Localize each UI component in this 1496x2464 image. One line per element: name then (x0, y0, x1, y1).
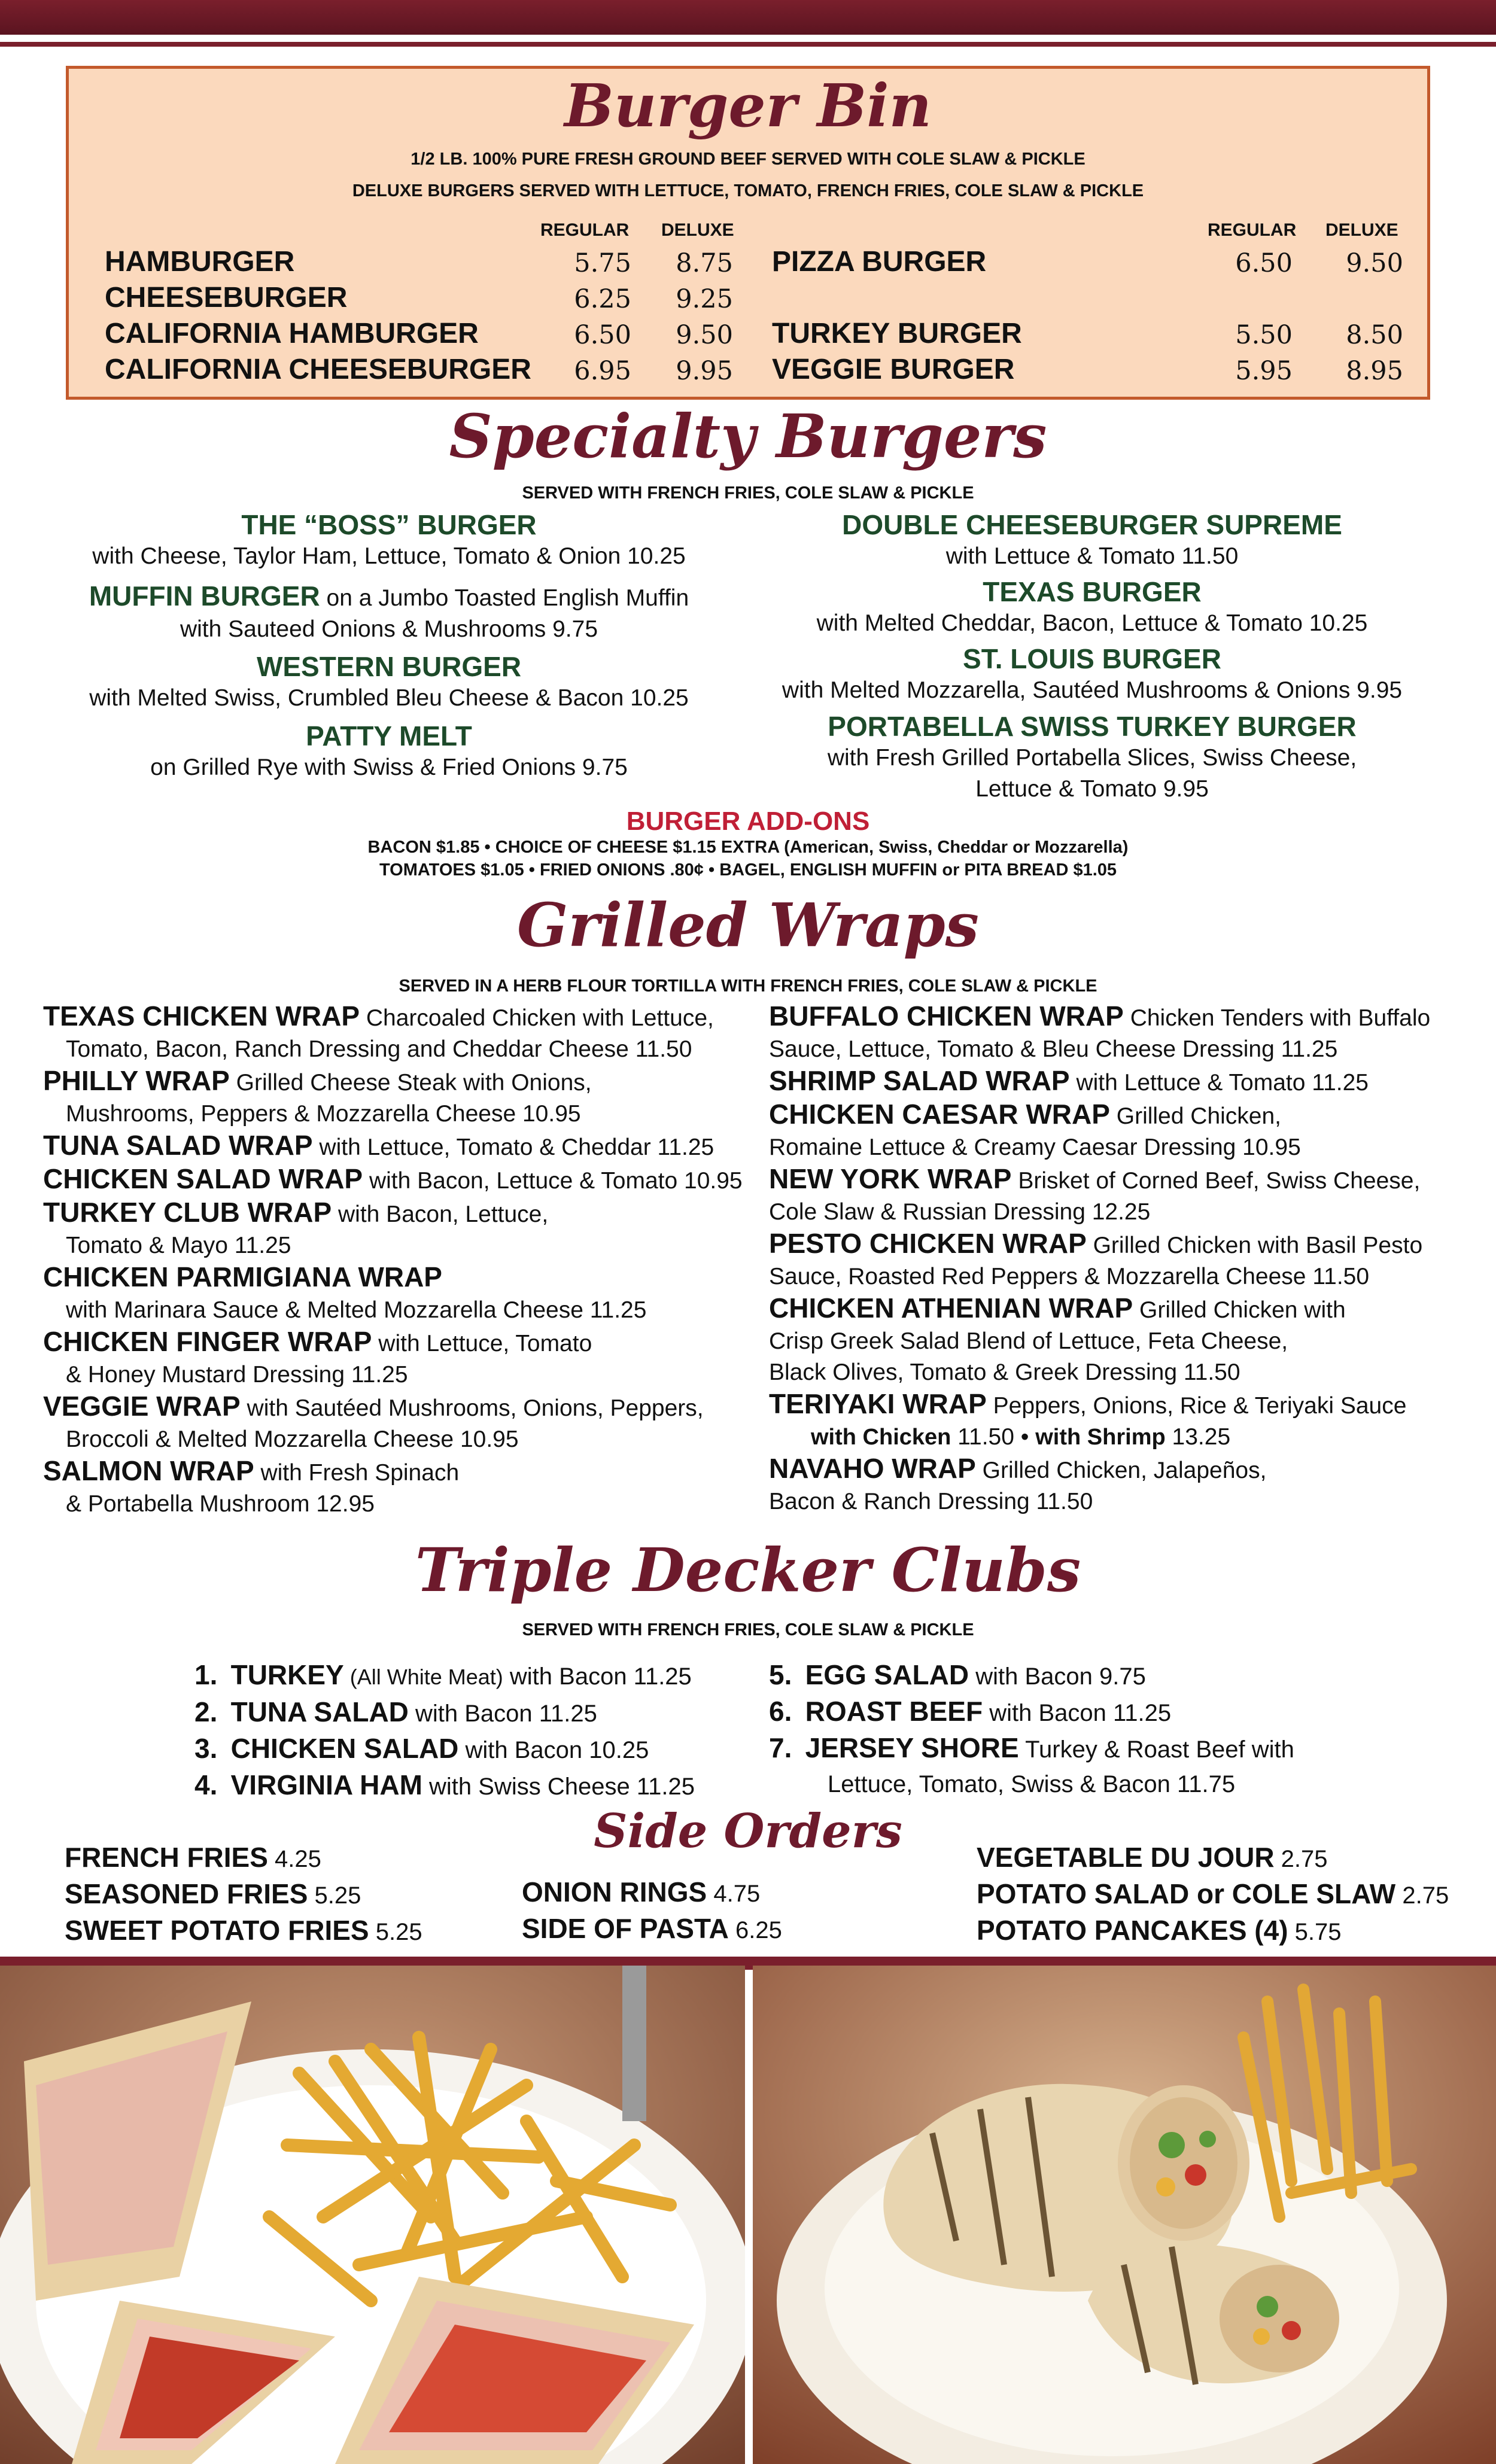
item-desc: Crisp Greek Salad Blend of Lettuce, Feta Cheese, (769, 1328, 1288, 1354)
side-item (977, 1876, 1449, 1913)
specialty-item (45, 509, 733, 572)
item-name: PESTO CHICKEN WRAP (769, 1228, 1087, 1259)
price-regular: 5.95 (1235, 356, 1293, 386)
item-name: PORTABELLA SWISS TURKEY BURGER (828, 711, 1357, 742)
wrap-item (43, 1130, 743, 1163)
item-name: VEGGIE WRAP (43, 1391, 241, 1422)
item-desc: Peppers, Onions, Rice & Teriyaki Sauce (986, 1393, 1407, 1419)
item-name: POTATO SALAD or COLE SLAW (977, 1878, 1396, 1909)
club-item (194, 1657, 695, 1695)
col-header-deluxe: DELUXE (661, 220, 734, 240)
wrap-item (43, 1197, 743, 1230)
item-desc: Grilled Cheese Steak with Onions, (229, 1070, 592, 1096)
option-label: with Shrimp (1035, 1425, 1166, 1450)
club-item (194, 1695, 695, 1731)
option-price: 11.50 • (951, 1424, 1036, 1450)
item-desc: with Melted Swiss, Crumbled Bleu Cheese & Bacon 10.25 (89, 685, 689, 711)
menu-item-name: PIZZA BURGER (772, 246, 987, 278)
item-name: MUFFIN BURGER (89, 580, 320, 612)
item-name: DOUBLE CHEESEBURGER SUPREME (842, 509, 1342, 540)
menu-item-name: CHEESEBURGER (105, 282, 348, 314)
item-desc: & Portabella Mushroom 12.95 (66, 1491, 375, 1517)
item-name: NAVAHO WRAP (769, 1453, 976, 1484)
item-name: CHICKEN PARMIGIANA WRAP (43, 1261, 442, 1292)
specialty-item (45, 650, 733, 714)
item-desc: on Grilled Rye with Swiss & Fried Onions 9.75 (150, 755, 628, 780)
price-regular: 6.95 (574, 356, 631, 386)
item-name: SHRIMP SALAD WRAP (769, 1065, 1070, 1096)
item-inline-desc: on a Jumbo Toasted English Muffin (320, 585, 689, 611)
item-desc: Tomato, Bacon, Ranch Dressing and Cheddar Cheese 11.50 (66, 1036, 692, 1062)
item-price: 5.75 (1288, 1919, 1342, 1945)
item-name: TEXAS CHICKEN WRAP (43, 1000, 360, 1032)
grilled-wraps-title: Grilled Wraps (517, 890, 979, 960)
price-deluxe: 9.50 (676, 320, 733, 350)
item-desc: Romaine Lettuce & Creamy Caesar Dressing 10.95 (769, 1134, 1301, 1160)
item-desc: Grilled Chicken, Jalapeños, (975, 1458, 1267, 1483)
side-item (522, 1911, 782, 1948)
item-price: 4.25 (267, 1846, 321, 1872)
item-desc: with Bacon 11.25 (408, 1701, 597, 1727)
price-deluxe: 9.50 (1346, 248, 1403, 278)
price-regular: 5.75 (574, 248, 631, 278)
side-item (977, 1913, 1449, 1949)
item-number: 4. (194, 1769, 218, 1800)
wrap-item (769, 1000, 1430, 1034)
item-desc: Grilled Chicken with Basil Pesto (1086, 1233, 1423, 1258)
item-desc (769, 1422, 1430, 1453)
wrap-item (43, 1391, 743, 1424)
item-name: FRENCH FRIES (65, 1842, 268, 1873)
price-regular: 5.50 (1235, 320, 1293, 350)
item-name: SALMON WRAP (43, 1455, 254, 1486)
wrap-item (43, 1163, 743, 1197)
clubs-left-column (194, 1657, 695, 1804)
club-item (769, 1730, 1294, 1767)
wrap-item (769, 1388, 1430, 1422)
side-item (977, 1840, 1449, 1876)
item-name: POTATO PANCAKES (4) (977, 1915, 1288, 1946)
option-price: 13.25 (1165, 1424, 1231, 1450)
price-regular: 6.50 (1235, 248, 1293, 278)
price-deluxe: 8.95 (1346, 356, 1403, 386)
item-desc: with Lettuce & Tomato 11.25 (1069, 1070, 1369, 1096)
item-desc: with Bacon 11.25 (503, 1663, 692, 1690)
wrap-illustration (753, 1966, 1496, 2464)
club-item (769, 1657, 1294, 1694)
item-name: CHICKEN SALAD (230, 1733, 459, 1764)
item-name: TERIYAKI WRAP (769, 1388, 987, 1419)
item-name: TURKEY CLUB WRAP (43, 1197, 332, 1228)
item-desc: Tomato & Mayo 11.25 (66, 1233, 291, 1258)
side-orders-title: Side Orders (594, 1804, 902, 1858)
wrap-item (43, 1065, 743, 1099)
burger-bin-title: Burger Bin (564, 72, 932, 141)
item-desc: Bacon & Ranch Dressing 11.50 (769, 1489, 1093, 1514)
item-name: VIRGINIA HAM (230, 1769, 422, 1800)
item-number: 3. (194, 1733, 218, 1764)
item-number: 1. (194, 1659, 218, 1690)
price-deluxe: 8.75 (676, 248, 733, 278)
item-desc: with Bacon, Lettuce & Tomato 10.95 (363, 1168, 743, 1194)
club-sandwich-illustration (0, 1966, 745, 2464)
item-price: 2.75 (1274, 1846, 1328, 1872)
menu-item-name: VEGGIE BURGER (772, 354, 1015, 385)
sides-column-3 (977, 1840, 1449, 1949)
item-price: 5.25 (308, 1882, 361, 1909)
item-name: SWEET POTATO FRIES (65, 1915, 369, 1946)
item-desc: Lettuce, Tomato, Swiss & Bacon 11.75 (828, 1771, 1236, 1797)
item-desc: with Melted Mozzarella, Sautéed Mushrooms & Onions 9.95 (782, 677, 1403, 703)
specialty-item (748, 576, 1436, 639)
item-note: (All White Meat) (343, 1665, 503, 1689)
option-label: with Chicken (811, 1425, 951, 1450)
item-price: 2.75 (1395, 1882, 1449, 1909)
item-name: CHICKEN FINGER WRAP (43, 1326, 372, 1357)
item-name: TEXAS BURGER (983, 576, 1202, 607)
item-desc: with Lettuce, Tomato & Cheddar 11.25 (312, 1134, 714, 1160)
wrap-item (43, 1455, 743, 1489)
wrap-item (43, 1261, 743, 1295)
wrap-item (769, 1099, 1430, 1132)
item-name: VEGETABLE DU JOUR (977, 1842, 1275, 1873)
item-name: PHILLY WRAP (43, 1065, 230, 1096)
item-number: 7. (769, 1732, 792, 1763)
item-name: TUNA SALAD WRAP (43, 1130, 313, 1161)
burger-addons-title: BURGER ADD-ONS (626, 807, 870, 836)
item-name: EGG SALAD (805, 1659, 969, 1690)
wrap-item (769, 1453, 1430, 1486)
burger-addons-line: BACON $1.85 • CHOICE OF CHEESE $1.15 EXTRA (American, Swiss, Cheddar or Mozzarella) (367, 838, 1129, 857)
col-header-regular: REGULAR (1208, 220, 1297, 240)
item-desc: with Bacon 11.25 (983, 1700, 1172, 1726)
item-desc: with Cheese, Taylor Ham, Lettuce, Tomato & Onion 10.25 (92, 543, 686, 569)
item-name: BUFFALO CHICKEN WRAP (769, 1000, 1124, 1032)
menu-item-name: TURKEY BURGER (772, 318, 1022, 349)
price-deluxe: 9.25 (676, 284, 733, 314)
item-desc: Chicken Tenders with Buffalo (1123, 1005, 1431, 1031)
side-item (65, 1876, 422, 1913)
burger-bin-subtitle-1: 1/2 LB. 100% PURE FRESH GROUND BEEF SERVED WITH COLE SLAW & PICKLE (411, 150, 1085, 169)
wrap-photo (753, 1966, 1496, 2464)
specialty-item (45, 580, 733, 645)
menu-item-name: HAMBURGER (105, 246, 295, 278)
item-name: NEW YORK WRAP (769, 1163, 1012, 1194)
wraps-subtitle: SERVED IN A HERB FLOUR TORTILLA WITH FRENCH FRIES, COLE SLAW & PICKLE (399, 977, 1097, 996)
clubs-subtitle: SERVED WITH FRENCH FRIES, COLE SLAW & PICKLE (522, 1620, 974, 1639)
item-number: 5. (769, 1659, 792, 1690)
specialty-subtitle: SERVED WITH FRENCH FRIES, COLE SLAW & PICKLE (522, 483, 974, 503)
wrap-item (43, 1000, 743, 1034)
item-name: ROAST BEEF (805, 1696, 983, 1727)
item-desc: Grilled Chicken with (1133, 1297, 1346, 1323)
side-item (65, 1913, 422, 1949)
price-deluxe: 8.50 (1346, 320, 1403, 350)
item-name: WESTERN BURGER (256, 651, 522, 682)
col-header-deluxe: DELUXE (1325, 220, 1398, 240)
specialty-item (748, 643, 1436, 706)
price-regular: 6.50 (574, 320, 631, 350)
price-regular: 6.25 (574, 284, 631, 314)
item-desc: with Fresh Grilled Portabella Slices, Swiss Cheese, (827, 745, 1357, 771)
club-sandwich-photo (0, 1966, 745, 2464)
item-desc: Charcoaled Chicken with Lettuce, (360, 1005, 714, 1031)
club-item (194, 1731, 695, 1768)
top-banner (0, 0, 1496, 35)
item-desc: with Bacon 10.25 (458, 1737, 649, 1763)
item-price: 5.25 (369, 1919, 422, 1945)
wrap-item (769, 1228, 1430, 1261)
item-desc: with Marinara Sauce & Melted Mozzarella Cheese 11.25 (66, 1297, 647, 1323)
top-rule (0, 42, 1496, 47)
wrap-item (769, 1065, 1430, 1099)
item-desc: Broccoli & Melted Mozzarella Cheese 10.95 (66, 1426, 519, 1452)
item-desc: Sauce, Roasted Red Peppers & Mozzarella Cheese 11.50 (769, 1264, 1370, 1289)
item-desc: Grilled Chicken, (1109, 1103, 1282, 1129)
specialty-item (748, 509, 1436, 572)
clubs-right-column (769, 1657, 1294, 1802)
burger-bin-box (66, 66, 1430, 400)
side-item (65, 1840, 422, 1876)
item-desc: Brisket of Corned Beef, Swiss Cheese, (1011, 1168, 1421, 1194)
item-desc: & Honey Mustard Dressing 11.25 (66, 1362, 408, 1388)
item-desc: with Bacon 9.75 (969, 1663, 1146, 1690)
club-item (769, 1694, 1294, 1730)
wraps-right-column (769, 1000, 1430, 1517)
item-name: TUNA SALAD (230, 1696, 409, 1727)
burger-addons-line: TOMATOES $1.05 • FRIED ONIONS .80¢ • BAGEL, ENGLISH MUFFIN or PITA BREAD $1.05 (379, 860, 1117, 880)
col-header-regular: REGULAR (540, 220, 630, 240)
item-desc: Black Olives, Tomato & Greek Dressing 11.50 (769, 1359, 1240, 1385)
burger-bin-subtitle-2: DELUXE BURGERS SERVED WITH LETTUCE, TOMATO, FRENCH FRIES, COLE SLAW & PICKLE (352, 181, 1144, 200)
item-desc: with Fresh Spinach (254, 1460, 460, 1486)
wrap-item (769, 1292, 1430, 1326)
wraps-left-column (43, 1000, 743, 1520)
item-name: CHICKEN SALAD WRAP (43, 1163, 363, 1194)
triple-decker-clubs-title: Triple Decker Clubs (415, 1535, 1081, 1605)
item-desc: Cole Slaw & Russian Dressing 12.25 (769, 1199, 1151, 1225)
club-item (194, 1768, 695, 1804)
item-desc: with Melted Cheddar, Bacon, Lettuce & Tomato 10.25 (816, 610, 1368, 636)
item-name: ONION RINGS (522, 1876, 707, 1908)
sides-column-1 (65, 1840, 422, 1949)
item-name: SIDE OF PASTA (522, 1913, 729, 1944)
item-desc: Turkey & Roast Beef with (1018, 1736, 1294, 1763)
item-desc: with Sautéed Mushrooms, Onions, Peppers, (240, 1395, 704, 1421)
specialty-burgers-title: Specialty Burgers (449, 401, 1047, 471)
item-desc: Lettuce & Tomato 9.95 (975, 776, 1209, 802)
menu-item-name: CALIFORNIA HAMBURGER (105, 318, 479, 349)
item-desc: Mushrooms, Peppers & Mozzarella Cheese 10.95 (66, 1101, 581, 1127)
item-desc: with Lettuce, Tomato (372, 1331, 592, 1356)
wrap-item (769, 1163, 1430, 1197)
item-name: PATTY MELT (306, 720, 472, 752)
item-price: 6.25 (728, 1917, 782, 1943)
menu-item-name: CALIFORNIA CHEESEBURGER (105, 354, 531, 385)
item-name: THE “BOSS” BURGER (241, 509, 537, 540)
item-desc: with Sauteed Onions & Mushrooms 9.75 (180, 616, 598, 642)
item-name: CHICKEN CAESAR WRAP (769, 1099, 1110, 1130)
item-desc: with Lettuce & Tomato 11.50 (945, 543, 1239, 569)
item-desc: with Bacon, Lettuce, (332, 1201, 549, 1227)
specialty-item (45, 720, 733, 783)
item-name: ST. LOUIS BURGER (963, 643, 1221, 674)
item-name: TURKEY (230, 1659, 344, 1690)
item-price: 4.75 (707, 1881, 761, 1907)
item-name: SEASONED FRIES (65, 1878, 308, 1909)
specialty-item (748, 710, 1436, 805)
item-desc: Sauce, Lettuce, Tomato & Bleu Cheese Dressing 11.25 (769, 1036, 1338, 1062)
item-desc: with Swiss Cheese 11.25 (422, 1774, 695, 1800)
item-number: 6. (769, 1696, 792, 1727)
item-name: JERSEY SHORE (805, 1732, 1019, 1763)
side-item (522, 1875, 782, 1911)
item-name: CHICKEN ATHENIAN WRAP (769, 1292, 1133, 1324)
item-number: 2. (194, 1696, 218, 1727)
sides-column-2 (522, 1875, 782, 1948)
price-deluxe: 9.95 (676, 356, 733, 386)
wrap-item (43, 1326, 743, 1359)
